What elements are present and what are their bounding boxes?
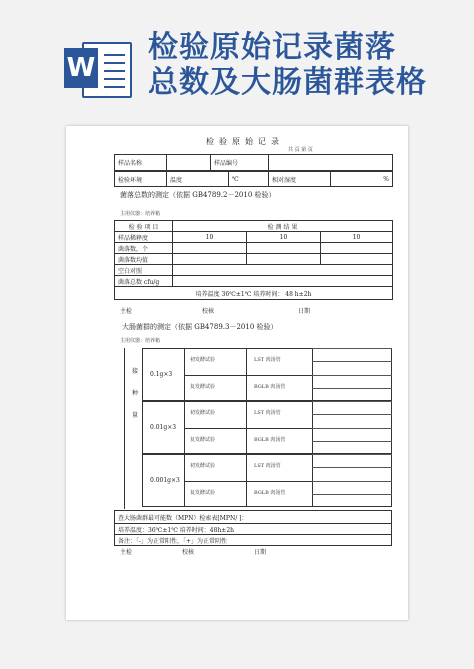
dilution-3: 10 [321, 232, 393, 243]
sec2-instrument: 主用仪器：培养箱 [120, 338, 161, 344]
initial-fermentation-label: 初发酵试验 [190, 463, 216, 469]
col-item: 检 验 项 目 [115, 221, 173, 232]
dilution-1: 10 [173, 232, 247, 243]
lst-broth-label: LST 肉汤管 [254, 410, 281, 416]
sample-no-value[interactable] [269, 155, 393, 171]
document-page [66, 126, 408, 620]
title-line-1: 检验原始记录菌落 [148, 30, 396, 65]
tube-row-line [312, 388, 392, 389]
confirm-fermentation-label: 复发酵试验 [190, 383, 216, 390]
tube-row-line [312, 401, 392, 402]
tube-row-line [312, 454, 392, 455]
inoculation-amount: 0.1g×3 [150, 370, 173, 378]
humidity-label: 相对湿度 [269, 172, 331, 187]
dilution-2: 10 [247, 232, 321, 243]
tube-row-line [312, 414, 392, 415]
env-table [114, 171, 393, 187]
inoculation-amount: 0.001g×3 [150, 476, 180, 484]
sec1-instrument: 主用仪器：培养箱 [120, 211, 161, 217]
bglb-broth-label: BGLB 肉汤管 [254, 436, 286, 443]
bglb-broth-label: BGLB 肉汤管 [254, 383, 286, 390]
side-label-3: 量 [132, 412, 139, 419]
row-avg: 菌落数均值 [115, 254, 173, 265]
page-info: 共 页 第 页 [288, 147, 313, 153]
lst-broth-label: LST 肉汤管 [254, 357, 281, 363]
sec1-sig-date: 日期 [298, 308, 311, 315]
env-label: 检验环境 [115, 172, 167, 187]
mpn-row: 查大肠菌群最可能数（MPN）检索表[MPN/ ]： [115, 511, 392, 524]
sec1-sig-by: 主检 [120, 308, 133, 315]
culture-conditions: 培养温度 36℃±1℃ 培养时间： 48 h±2h [115, 287, 393, 300]
tube-row-line [312, 348, 392, 349]
humidity-unit: % [331, 172, 393, 187]
row-dilution: 样品稀释度 [115, 232, 173, 243]
initial-fermentation-label: 初发酵试验 [190, 410, 216, 416]
sec2-sig-check: 校核 [182, 549, 195, 556]
sec2-heading: 大肠菌群的测定（依据 GB4789.3－2010 检验） [122, 323, 278, 331]
temp-time-row: 培养温度：36℃±1℃ 培养时间：48h±2h [115, 524, 392, 535]
coliform-footer-table [114, 510, 392, 546]
sec2-sig-date: 日期 [254, 549, 267, 556]
row-total: 菌落总数 cfu/g [115, 276, 173, 287]
col-result: 检 测 结 果 [173, 221, 393, 232]
header-info-table [114, 154, 393, 171]
group-divider [246, 401, 247, 454]
tube-row-line [312, 481, 392, 482]
sec2-sig-by: 主检 [120, 549, 133, 556]
bglb-broth-label: BGLB 肉汤管 [254, 489, 286, 496]
title-line-2: 总数及大肠菌群表格 [148, 65, 427, 100]
tube-row-line [312, 441, 392, 442]
group-divider [246, 348, 247, 401]
word-icon [64, 40, 130, 96]
row-blank: 空白对照 [115, 265, 173, 276]
doc-title: 检验原始记录 [206, 137, 284, 146]
sec1-sig-check: 校核 [202, 308, 215, 315]
tube-row-line [312, 494, 392, 495]
tube-row-line [312, 428, 392, 429]
sample-name-label: 样品名称 [115, 155, 167, 171]
sample-name-value[interactable] [167, 155, 211, 171]
page-title [148, 30, 468, 100]
remark-row: 备注：「-」为正常阳性，「+」为正常阴性 [115, 535, 392, 546]
confirm-fermentation-label: 复发酵试验 [190, 489, 216, 496]
banner [0, 0, 474, 118]
sec1-heading: 菌落总数的测定（依据 GB4789.2－2010 检验） [120, 191, 276, 199]
tube-row-line [312, 375, 392, 376]
side-label-2: 种 [132, 390, 139, 397]
group-divider [246, 454, 247, 507]
lst-broth-label: LST 肉汤管 [254, 463, 281, 469]
sample-no-label: 样品编号 [211, 155, 269, 171]
tube-row-line [312, 467, 392, 468]
colony-count-table [114, 220, 393, 300]
temp-unit: ℃ [229, 172, 269, 187]
word-letter: W [64, 48, 98, 88]
temp-label: 温度 [167, 172, 229, 187]
confirm-fermentation-label: 复发酵试验 [190, 436, 216, 443]
tube-row-line [312, 361, 392, 362]
row-count: 菌落数，个 [115, 243, 173, 254]
side-label-1: 接 [132, 368, 139, 375]
inoculation-amount: 0.01g×3 [150, 423, 177, 431]
initial-fermentation-label: 初发酵试验 [190, 357, 216, 363]
